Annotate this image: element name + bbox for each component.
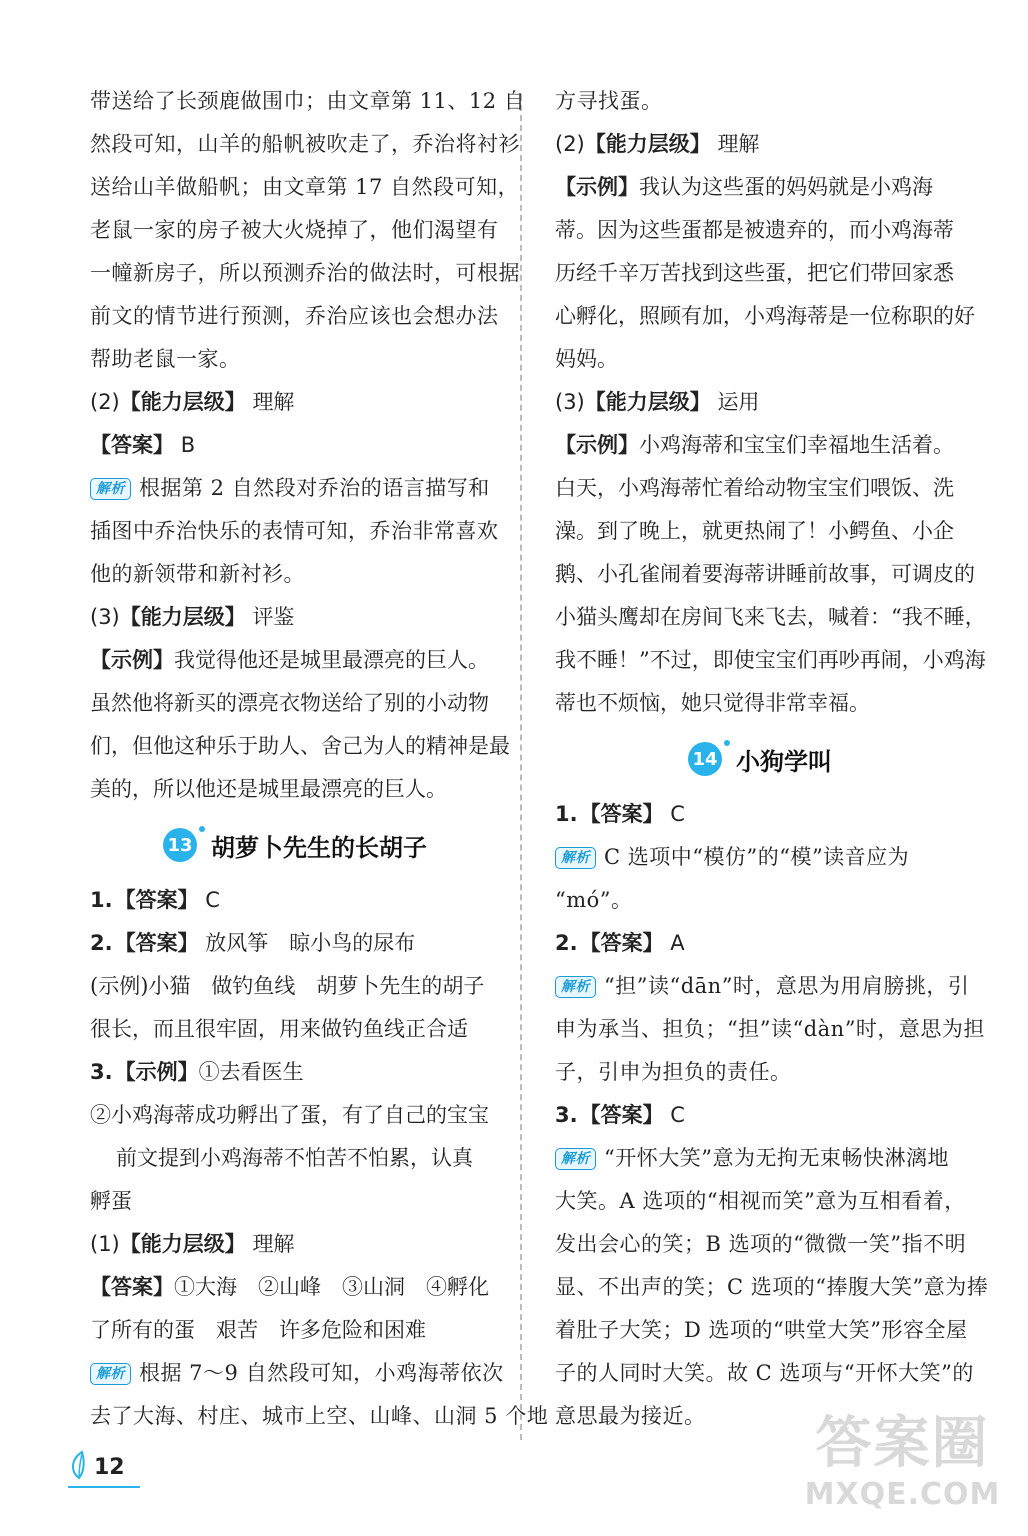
analysis-line — [90, 1352, 504, 1395]
question-number: (3) — [90, 605, 120, 629]
analysis-badge: 解析 — [555, 1148, 596, 1170]
section-13-title — [90, 811, 500, 879]
item-1 — [90, 879, 500, 922]
question-3-header — [90, 596, 500, 639]
answer-value: C — [670, 1103, 685, 1127]
answer-tag: 【答案】 — [114, 888, 199, 912]
text-line: 澡。到了晚上，就更热闹了！小鳄鱼、小企 — [555, 519, 954, 543]
question-number: (2) — [555, 132, 585, 156]
answer-value: C — [670, 802, 685, 826]
text-line: 心孵化，照顾有加，小鸡海蒂是一位称职的好 — [555, 304, 975, 328]
analysis-line — [555, 836, 965, 879]
section-14-title — [555, 725, 965, 793]
answer-tag: 【答案】 — [579, 802, 664, 826]
text-line: 小猫头鹰却在房间飞来飞去，喊着：“我不睡， — [555, 605, 986, 629]
text-line: (示例)小猫 做钓鱼线 胡萝卜先生的胡子 — [90, 974, 485, 998]
text-line: 去了大海、村庄、城市上空、山峰、山洞 5 个地 — [90, 1404, 549, 1428]
analysis-line — [90, 467, 500, 510]
watermark-logo-text: 答案圈 — [815, 1411, 990, 1476]
ability-level-value: 评鉴 — [252, 605, 295, 629]
answer-tag: 【答案】 — [90, 1275, 174, 1299]
text-line: 我不睡！”不过，即使宝宝们再吵再闹，小鸡海 — [555, 648, 986, 672]
analysis-line — [555, 965, 970, 1008]
example-text: 我觉得他还是城里最漂亮的巨人。 — [174, 648, 489, 672]
analysis-badge: 解析 — [555, 976, 596, 998]
answer-value: ①大海 ②山峰 ③山洞 ④孵化 — [174, 1275, 489, 1299]
analysis-line — [555, 1137, 965, 1180]
text-line: 美的，所以他还是城里最漂亮的巨人。 — [90, 777, 447, 801]
text-line: 很长，而且很牢固，用来做钓鱼线正合适 — [90, 1017, 468, 1041]
item-number: 2. — [90, 931, 113, 955]
text-line: 孵蛋 — [90, 1189, 132, 1213]
example-line — [555, 424, 965, 467]
analysis-text: “开怀大笑”意为无拘无束畅快淋漓地 — [604, 1146, 949, 1170]
answer-tag: 【答案】 — [579, 931, 664, 955]
text-line: “mó”。 — [555, 888, 633, 912]
item-2 — [555, 922, 965, 965]
page-number-text: 12 — [94, 1455, 125, 1480]
answer-line — [90, 1266, 500, 1309]
text-line: 历经千辛万苦找到这些蛋，把它们带回家悉 — [555, 261, 954, 285]
text-line: 送给山羊做船帆；由文章第 17 自然段可知， — [90, 175, 520, 199]
text-line: 带送给了长颈鹿做围巾；由文章第 11、12 自 — [90, 89, 526, 113]
question-3-header — [555, 381, 965, 424]
analysis-text: C 选项中“模仿”的“模”读音应为 — [604, 845, 910, 869]
text-line: 前文的情节进行预测，乔治应该也会想办法 — [90, 304, 499, 328]
ability-level-tag: 【能力层级】 — [584, 132, 711, 156]
analysis-badge: 解析 — [90, 478, 131, 500]
section-title-text: 小狗学叫 — [736, 747, 832, 776]
item-2 — [90, 922, 500, 965]
example-text: 小鸡海蒂和宝宝们幸福地生活着。 — [639, 433, 954, 457]
example-tag: 【示例】 — [555, 433, 639, 457]
item-number: 1. — [90, 888, 113, 912]
item-1 — [555, 793, 965, 836]
item-number: 3. — [555, 1103, 578, 1127]
example-text: ①去看医生 — [198, 1060, 304, 1084]
answer-value: A — [670, 931, 685, 955]
text-line: 白天，小鸡海蒂忙着给动物宝宝们喂饭、洗 — [555, 476, 954, 500]
text-line: 他的新领带和新衬衫。 — [90, 562, 305, 586]
analysis-badge: 解析 — [90, 1363, 131, 1385]
text-line: 着肚子大笑；D 选项的“哄堂大笑”形容全屋 — [555, 1318, 968, 1342]
text-line: 了所有的蛋 艰苦 许多危险和困难 — [90, 1318, 426, 1342]
question-2-header — [90, 381, 500, 424]
ability-level-tag: 【能力层级】 — [119, 390, 246, 414]
question-2-header — [555, 123, 965, 166]
leaf-icon — [68, 1450, 90, 1480]
ability-level-value: 理解 — [252, 390, 295, 414]
text-line: 子，引申为担负的责任。 — [555, 1060, 792, 1084]
text-line: 申为承当、担负；“担”读“dàn”时，意思为担 — [555, 1017, 985, 1041]
question-number: (2) — [90, 390, 120, 414]
analysis-text: 根据第 2 自然段对乔治的语言描写和 — [139, 476, 490, 500]
text-line: 子的人同时大笑。故 C 选项与“开怀大笑”的 — [555, 1361, 974, 1385]
text-line: 插图中乔治快乐的表情可知，乔治非常喜欢 — [90, 519, 499, 543]
example-line — [555, 166, 965, 209]
item-3 — [90, 1051, 500, 1094]
column-divider — [520, 95, 522, 1440]
example-tag: 【示例】 — [114, 1060, 199, 1084]
right-column — [555, 80, 989, 1438]
watermark — [795, 1411, 1010, 1526]
page-number — [68, 1450, 125, 1480]
ability-level-value: 理解 — [717, 132, 760, 156]
question-number: (1) — [90, 1232, 120, 1256]
text-line: 们，但他这种乐于助人、舍己为人的精神是最 — [90, 734, 510, 758]
answer-value: C — [205, 888, 220, 912]
analysis-text: 根据 7～9 自然段可知，小鸡海蒂依次 — [139, 1361, 504, 1385]
item-number: 2. — [555, 931, 578, 955]
ability-level-value: 理解 — [252, 1232, 295, 1256]
question-number: (3) — [555, 390, 585, 414]
text-line: 然段可知，山羊的船帆被吹走了，乔治将衬衫 — [90, 132, 520, 156]
answer-tag: 【答案】 — [114, 931, 199, 955]
text-line: 蒂。因为这些蛋都是被遗弃的，而小鸡海蒂 — [555, 218, 954, 242]
text-line: 帮助老鼠一家。 — [90, 347, 241, 371]
example-line — [90, 639, 500, 682]
text-line: 一幢新房子，所以预测乔治的做法时，可根据 — [90, 261, 520, 285]
ability-level-tag: 【能力层级】 — [584, 390, 711, 414]
example-tag: 【示例】 — [90, 648, 174, 672]
ability-level-value: 运用 — [717, 390, 760, 414]
item-3 — [555, 1094, 965, 1137]
answer-value: B — [180, 433, 196, 457]
answer-tag: 【答案】 — [579, 1103, 664, 1127]
text-line: 虽然他将新买的漂亮衣物送给了别的小动物 — [90, 691, 489, 715]
ability-level-tag: 【能力层级】 — [119, 605, 246, 629]
example-text: 我认为这些蛋的妈妈就是小鸡海 — [639, 175, 933, 199]
example-tag: 【示例】 — [555, 175, 639, 199]
analysis-badge: 解析 — [555, 847, 596, 869]
text-line: 大笑。A 选项的“相视而笑”意为互相看着， — [555, 1189, 966, 1213]
text-line: 方寻找蛋。 — [555, 89, 663, 113]
text-line: 前文提到小鸡海蒂不怕苦不怕累，认真 — [116, 1146, 473, 1170]
analysis-text: “担”读“dān”时，意思为用肩膀挑，引 — [604, 974, 970, 998]
answer-line — [90, 424, 500, 467]
text-line: 意思最为接近。 — [555, 1404, 706, 1428]
section-number-badge: 13 — [163, 828, 197, 862]
text-line: 鹅、小孔雀闹着要海蒂讲睡前故事，可调皮的 — [555, 562, 975, 586]
item-number: 1. — [555, 802, 578, 826]
text-line: 发出会心的笑；B 选项的“微微一笑”指不明 — [555, 1232, 967, 1256]
left-column — [90, 80, 549, 1438]
page-number-underline — [68, 1486, 140, 1488]
text-line: 蒂也不烦恼，她只觉得非常幸福。 — [555, 691, 870, 715]
watermark-url: MXQE.COM — [804, 1477, 1001, 1512]
answer-value: 放风筝 晾小鸟的尿布 — [205, 931, 416, 955]
ability-level-tag: 【能力层级】 — [119, 1232, 246, 1256]
part-1-header — [90, 1223, 500, 1266]
text-line: 显、不出声的笑；C 选项的“捧腹大笑”意为捧 — [555, 1275, 989, 1299]
section-title-text: 胡萝卜先生的长胡子 — [211, 833, 427, 862]
text-line: 妈妈。 — [555, 347, 618, 371]
item-number: 3. — [90, 1060, 113, 1084]
text-line: 老鼠一家的房子被大火烧掉了，他们渴望有 — [90, 218, 499, 242]
section-number-badge: 14 — [688, 742, 722, 776]
answer-tag: 【答案】 — [90, 433, 174, 457]
text-line: ②小鸡海蒂成功孵出了蛋，有了自己的宝宝 — [90, 1103, 489, 1127]
